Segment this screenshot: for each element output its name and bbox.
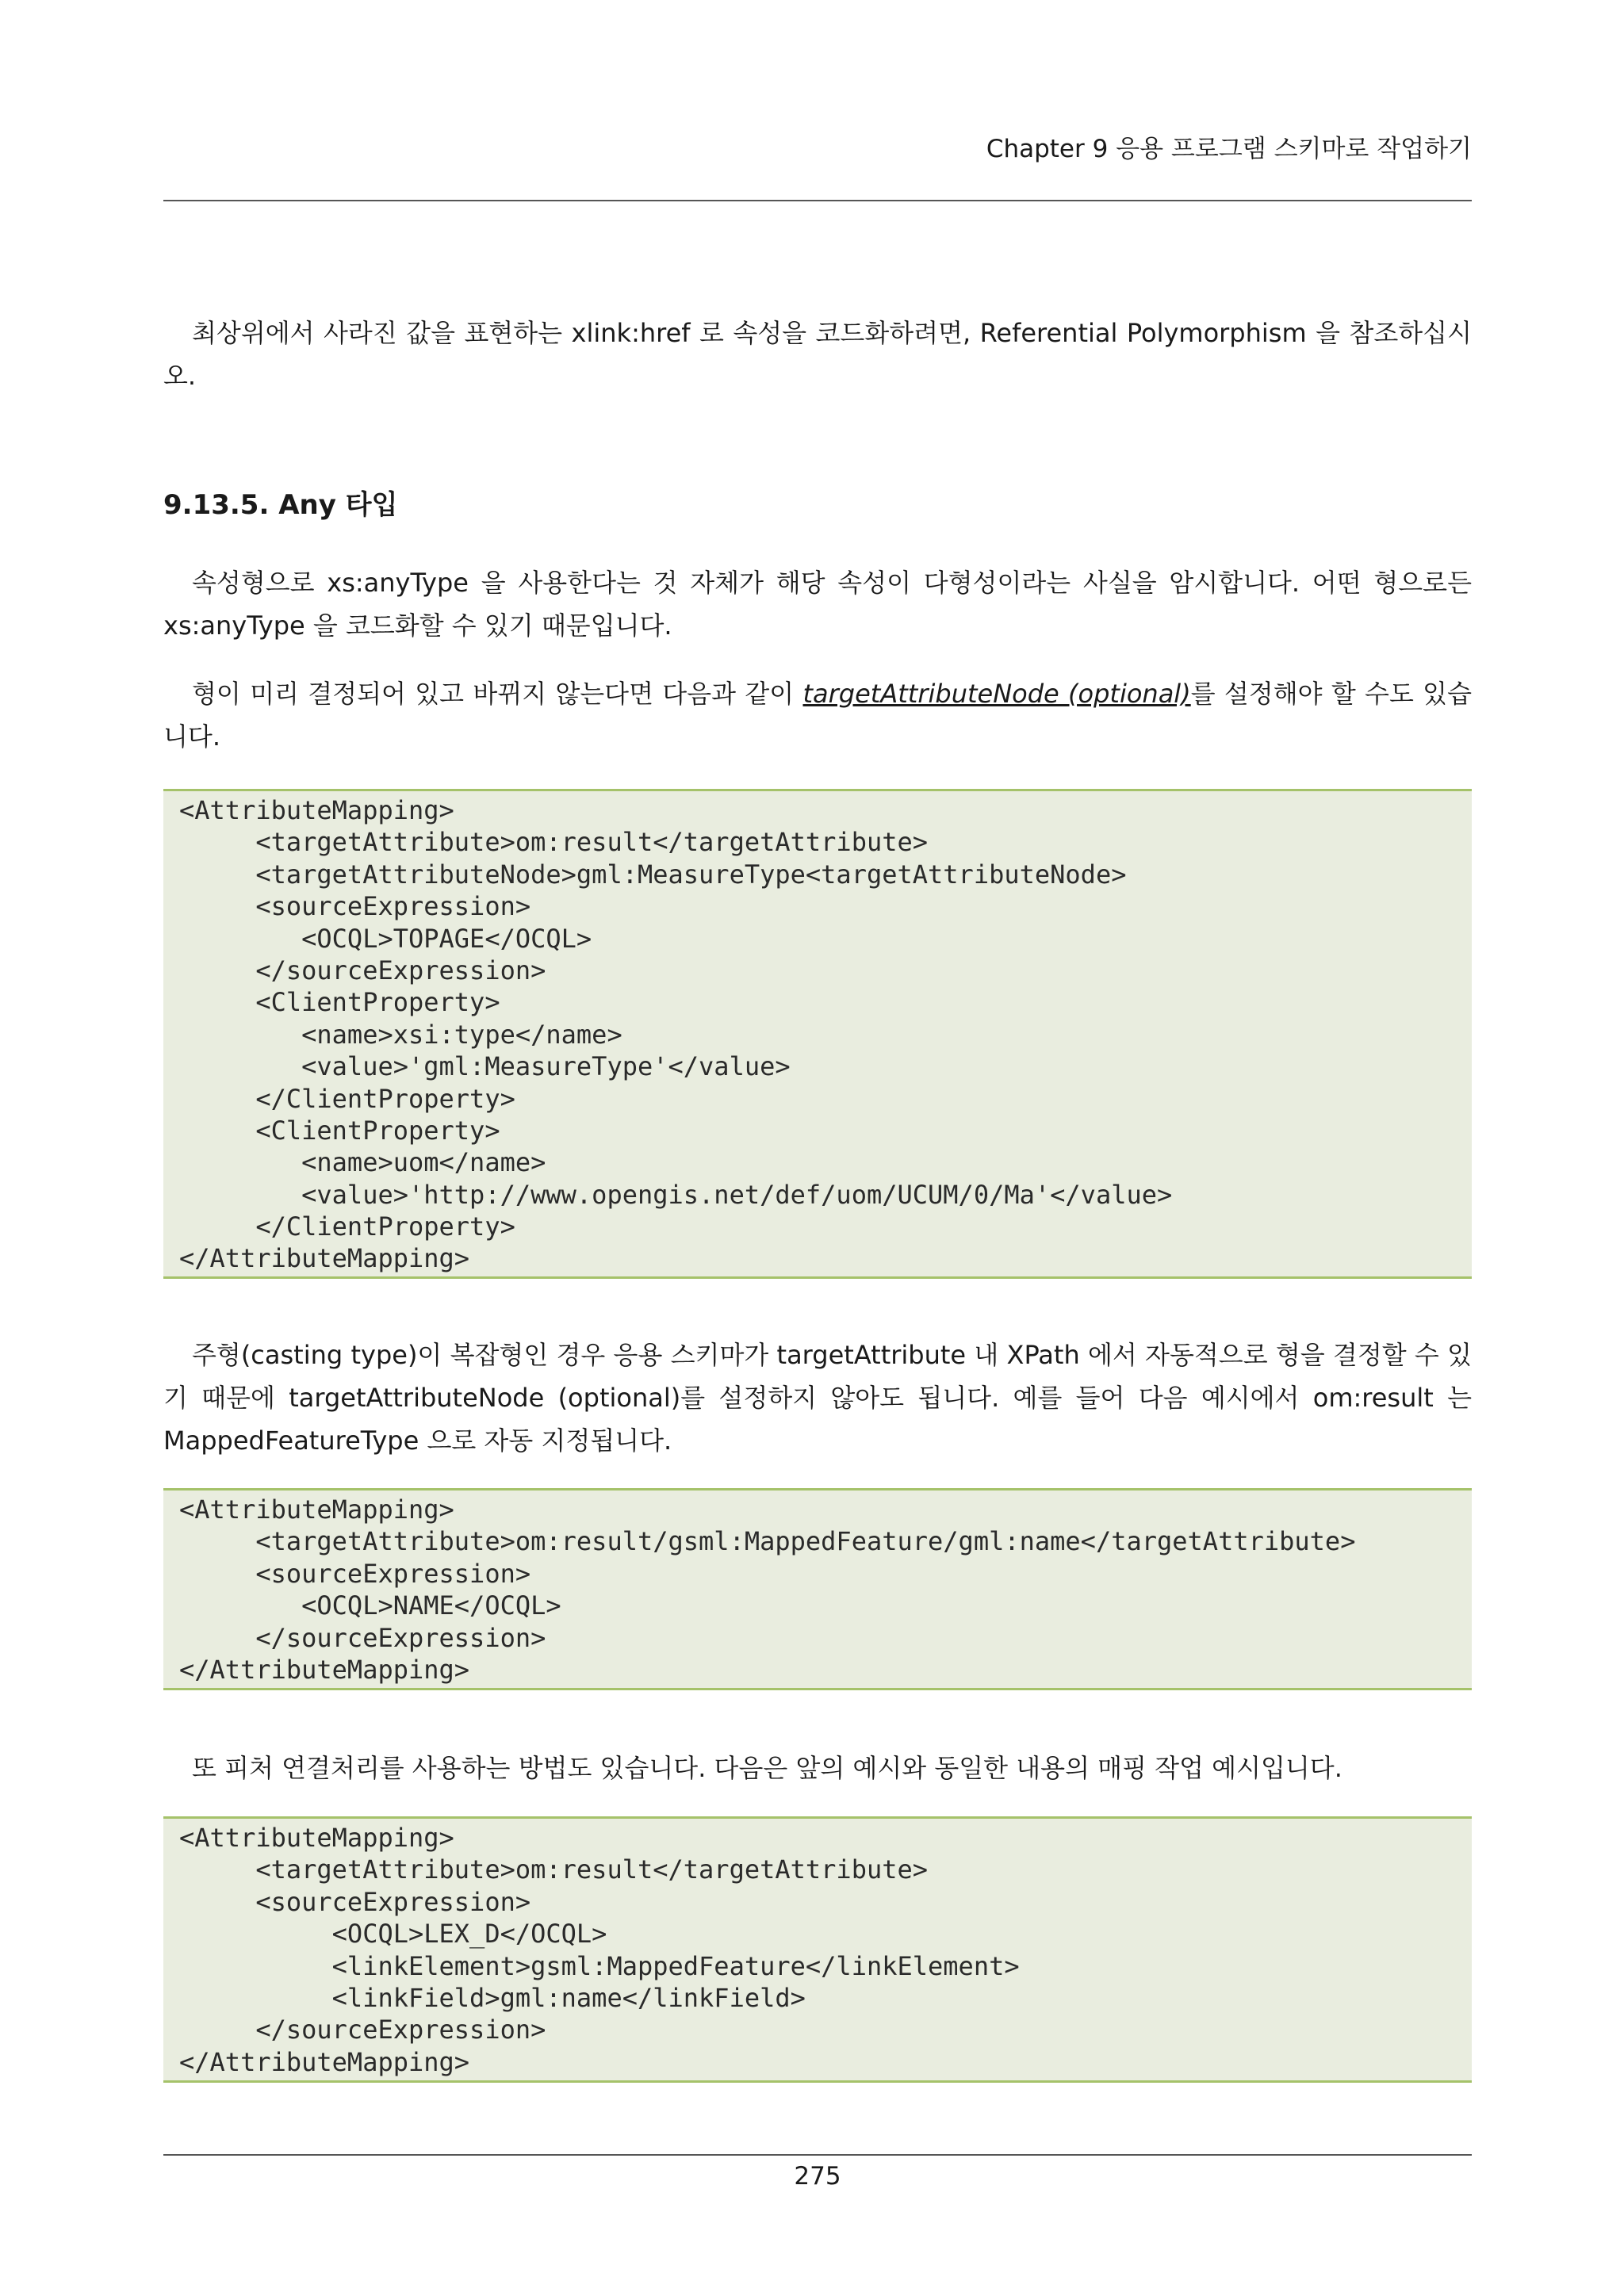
footer-divider <box>163 2154 1472 2156</box>
intro-paragraph: 최상위에서 사라진 값을 표현하는 xlink:href 로 속성을 코드화하려면, Referential Polymorphism 을 참조하십시오. <box>163 318 1472 391</box>
code-line: <targetAttribute>om:result</targetAttribute> <box>179 827 929 858</box>
casting-type-paragraph: 주형(casting type)이 복잡형인 경우 응용 스키마가 targetAttribute 내 XPath 에서 자동적으로 형을 결정할 수 있기 때문에 targetAttributeNode (optional)를 설정하지 않아도 됩니다. 예를 들어 다음 예시에서 om:result 는 MappedFeatureType 으로 자동 지정됩니다. <box>163 1340 1472 1456</box>
paragraph-text: 를 설정해야 할 수도 있습니다. <box>163 679 1473 752</box>
code-line: <linkField>gml:name</linkField> <box>179 1982 806 2013</box>
section-heading: 9.13.5. Any 타입 <box>163 489 398 521</box>
code-line: <ClientProperty> <box>179 1115 500 1146</box>
paragraph-text: 형이 미리 결정되어 있고 바뀌지 않는다면 다음과 같이 <box>192 679 803 709</box>
target-attribute-node-link[interactable]: targetAttributeNode (optional) <box>802 679 1191 709</box>
code-line: <sourceExpression> <box>179 891 531 922</box>
code-line: <linkElement>gsml:MappedFeature</linkElement> <box>179 1950 1020 1981</box>
code-line: <name>uom</name> <box>179 1147 546 1178</box>
code-line: <AttributeMapping> <box>179 1494 454 1525</box>
code-line: <AttributeMapping> <box>179 795 454 825</box>
code-line: <ClientProperty> <box>179 987 500 1018</box>
code-line: </ClientProperty> <box>179 1211 515 1242</box>
code-line: </AttributeMapping> <box>179 2046 470 2077</box>
code-line: </sourceExpression> <box>179 2015 546 2045</box>
code-line: <OCQL>NAME</OCQL> <box>179 1590 561 1621</box>
target-node-paragraph <box>163 672 1472 758</box>
code-line: </AttributeMapping> <box>179 1243 470 1274</box>
code-line: <targetAttribute>om:result/gsml:MappedFeature/gml:name</targetAttribute> <box>179 1526 1356 1557</box>
code-block-measure-type <box>163 789 1472 1279</box>
header-divider <box>163 200 1472 201</box>
anytype-paragraph: 속성형으로 xs:anyType 을 사용한다는 것 자체가 해당 속성이 다형성이라는 사실을 암시합니다. 어떤 형으로든 xs:anyType 을 코드화할 수 있기 때문입니다. <box>163 568 1472 641</box>
code-line: <AttributeMapping> <box>179 1823 454 1853</box>
code-block-mapped-feature <box>163 1488 1472 1690</box>
code-block-feature-chaining <box>163 1816 1472 2083</box>
code-line: </AttributeMapping> <box>179 1654 470 1685</box>
code-line: <sourceExpression> <box>179 1558 531 1589</box>
code-line: <sourceExpression> <box>179 1886 531 1917</box>
page-number: 275 <box>794 2162 841 2191</box>
code-line: <value>'http://www.opengis.net/def/uom/UCUM/0/Ma'</value> <box>179 1179 1173 1210</box>
code-line: <targetAttribute>om:result</targetAttribute> <box>179 1854 929 1885</box>
code-line: </ClientProperty> <box>179 1083 515 1114</box>
code-line: </sourceExpression> <box>179 1622 546 1653</box>
code-line: </sourceExpression> <box>179 955 546 985</box>
code-line: <targetAttributeNode>gml:MeasureType<targetAttributeNode> <box>179 859 1127 890</box>
code-line: <OCQL>TOPAGE</OCQL> <box>179 923 592 954</box>
feature-chaining-paragraph: 또 피처 연결처리를 사용하는 방법도 있습니다. 다음은 앞의 예시와 동일한 내용의 매핑 작업 예시입니다. <box>192 1753 1342 1783</box>
page-header: Chapter 9 응용 프로그램 스키마로 작업하기 <box>986 135 1472 163</box>
code-line: <value>'gml:MeasureType'</value> <box>179 1051 791 1082</box>
code-line: <name>xsi:type</name> <box>179 1019 622 1050</box>
code-line: <OCQL>LEX_D</OCQL> <box>179 1919 607 1950</box>
